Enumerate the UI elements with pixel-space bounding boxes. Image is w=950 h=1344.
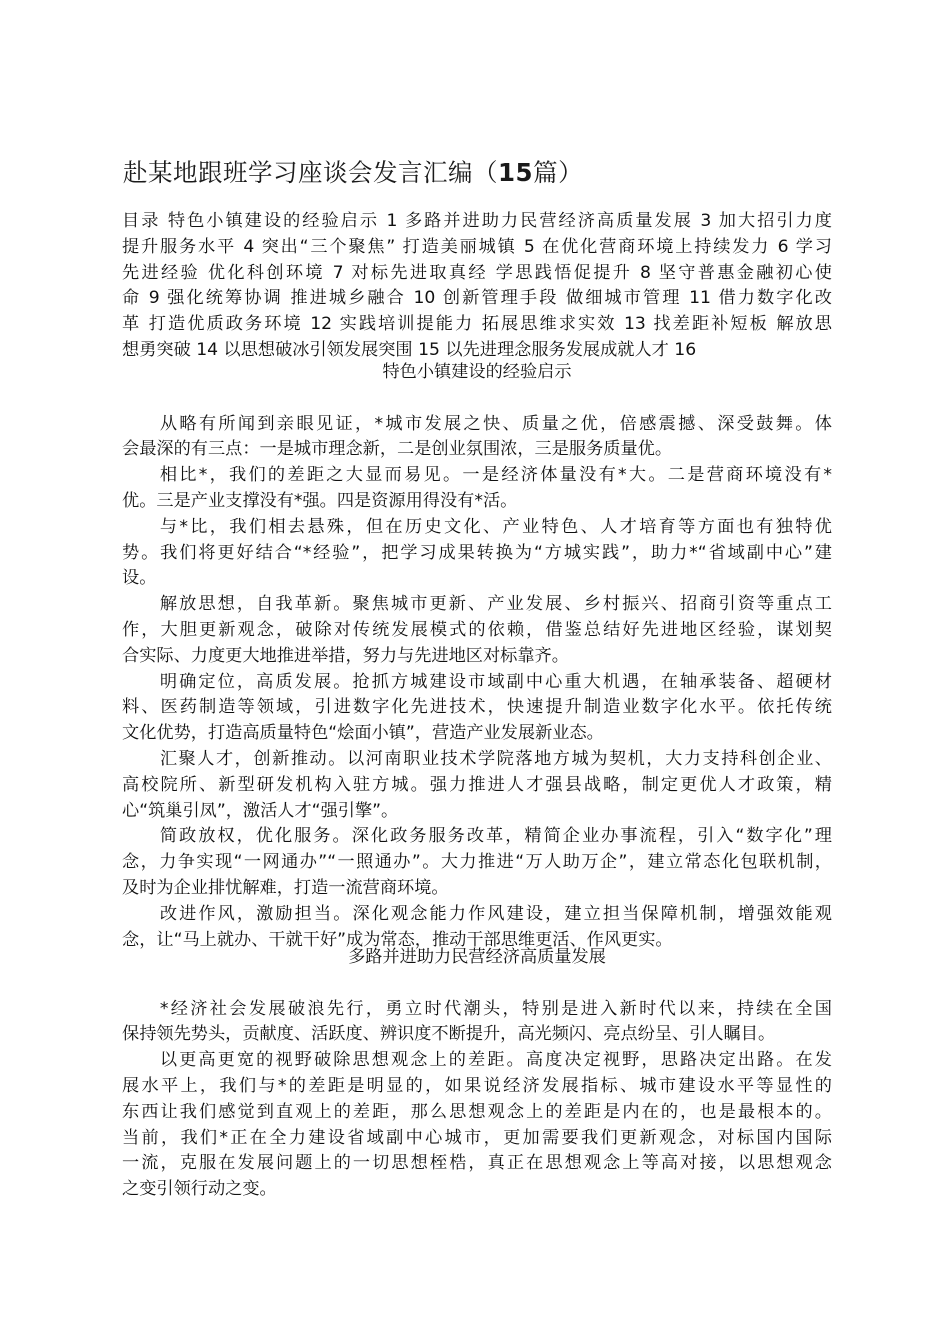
paragraph-line: 改进作风，激励担当。深化观念能力作风建设，建立担当保障机制，增强效能观	[159, 903, 832, 924]
title-number: 15	[498, 158, 534, 187]
toc-line: 提升服务水平 4 突出“三个聚焦” 打造美丽城镇 5 在优化营商环境上持续发力 6 学习	[122, 236, 832, 257]
paragraph-line: 会最深的有三点：一是城市理念新，二是创业氛围浓，三是服务质量优。	[122, 439, 673, 460]
toc-line: 先进经验 优化科创环境 7 对标先进取真经 学思践悟促提升 8 坚守普惠金融初心使	[122, 262, 832, 283]
section-2	[122, 945, 832, 1203]
paragraph-line: 相比*，我们的差距之大显而易见。一是经济体量没有*大。二是营商环境没有*	[159, 465, 832, 486]
title-prefix: 赴某地跟班学习座谈会发言汇编（	[123, 158, 498, 187]
toc-line: 想勇突破 14 以思想破冰引领发展突围 15 以先进理念服务发展成就人才 16	[122, 339, 697, 360]
paragraph-line: 作，大胆更新观念，破除对传统发展模式的依赖，借鉴总结好先进地区经验，谋划契	[122, 619, 832, 640]
paragraph-line: 文化优势，打造高质量特色“烩面小镇”，营造产业发展新业态。	[122, 723, 604, 744]
document-title	[123, 155, 583, 191]
toc-line: 命 9 强化统筹协调 推进城乡融合 10 创新管理手段 做细城市管理 11 借力数字化改	[122, 288, 832, 309]
paragraph-line: 合实际、力度更大地推进举措，努力与先进地区对标靠齐。	[122, 645, 569, 666]
paragraph-line: 解放思想，自我革新。聚焦城市更新、产业发展、乡村振兴、招商引资等重点工	[159, 594, 832, 615]
table-of-contents	[122, 209, 832, 364]
title-suffix: 篇）	[533, 158, 584, 187]
paragraph-line: 设。	[122, 568, 157, 589]
section-heading: 特色小镇建设的经验启示	[382, 362, 572, 382]
blank-line	[122, 386, 832, 412]
paragraph-line: 念，力争实现“一网通办”“一照通办”。大力推进“万人助万企”，建立常态化包联机制，	[122, 852, 832, 873]
section-1	[122, 360, 832, 953]
paragraph-line: *经济社会发展破浪先行，勇立时代潮头，特别是进入新时代以来，持续在全国	[159, 998, 832, 1019]
paragraph-line: 汇聚人才，创新推动。以河南职业技术学院落地方城为契机，大力支持科创企业、	[159, 748, 832, 769]
paragraph-line: 念，让“马上就办、干就干好”成为常态，推动干部思维更活、作风更实。	[122, 929, 673, 950]
paragraph-line: 东西让我们感觉到直观上的差距，那么思想观念上的差距是内在的，也是最根本的。	[122, 1101, 832, 1122]
paragraph-line: 优。三是产业支撑没有*强。四是资源用得没有*活。	[122, 490, 518, 511]
paragraph-line: 及时为企业排忧解难，打造一流营商环境。	[122, 877, 449, 898]
paragraph-line: 一流，克服在发展问题上的一切思想桎梏，真正在思想观念上等高对接，以思想观念	[122, 1153, 832, 1174]
paragraph-line: 与*比，我们相去悬殊，但在历史文化、产业特色、人才培育等方面也有独特优	[159, 516, 832, 537]
paragraph-line: 明确定位，高质发展。抢抓方城建设市域副中心重大机遇，在轴承装备、超硬材	[159, 671, 832, 692]
paragraph-line: 从略有所闻到亲眼见证，*城市发展之快、质量之优，倍感震撼、深受鼓舞。体	[159, 413, 832, 434]
paragraph-line: 势。我们将更好结合“*经验”，把学习成果转换为“方城实践”，助力*“省域副中心”建	[122, 542, 832, 563]
paragraph-line: 心“筑巢引凤”，激活人才“强引擎”。	[122, 800, 399, 821]
paragraph-line: 当前，我们*正在全力建设省域副中心城市，更加需要我们更新观念，对标国内国际	[122, 1127, 832, 1148]
paragraph-line: 高校院所、新型研发机构入驻方城。强力推进人才强县战略，制定更优人才政策，精	[122, 774, 832, 795]
toc-line: 革 打造优质政务环境 12 实践培训提能力 拓展思维求实效 13 找差距补短板 解放思	[122, 314, 832, 335]
paragraph-line: 以更高更宽的视野破除思想观念上的差距。高度决定视野，思路决定出路。在发	[159, 1050, 832, 1071]
blank-line	[122, 971, 832, 997]
paragraph-line: 料、医药制造等领域，引进数字化先进技术，快速提升制造业数字化水平。依托传统	[122, 697, 832, 718]
paragraph-line: 之变引领行动之变。	[122, 1179, 277, 1200]
section-heading: 多路并进助力民营经济高质量发展	[348, 947, 606, 967]
paragraph-line: 保持领先势头，贡献度、活跃度、辨识度不断提升，高光频闪、亮点纷呈、引人瞩目。	[122, 1024, 776, 1045]
paragraph-line: 简政放权，优化服务。深化政务服务改革，精简企业办事流程，引入“数字化”理	[159, 826, 832, 847]
paragraph-line: 展水平上，我们与*的差距是明显的，如果说经济发展指标、城市建设水平等显性的	[122, 1075, 832, 1096]
toc-line: 目录 特色小镇建设的经验启示 1 多路并进助力民营经济高质量发展 3 加大招引力度	[122, 211, 832, 231]
